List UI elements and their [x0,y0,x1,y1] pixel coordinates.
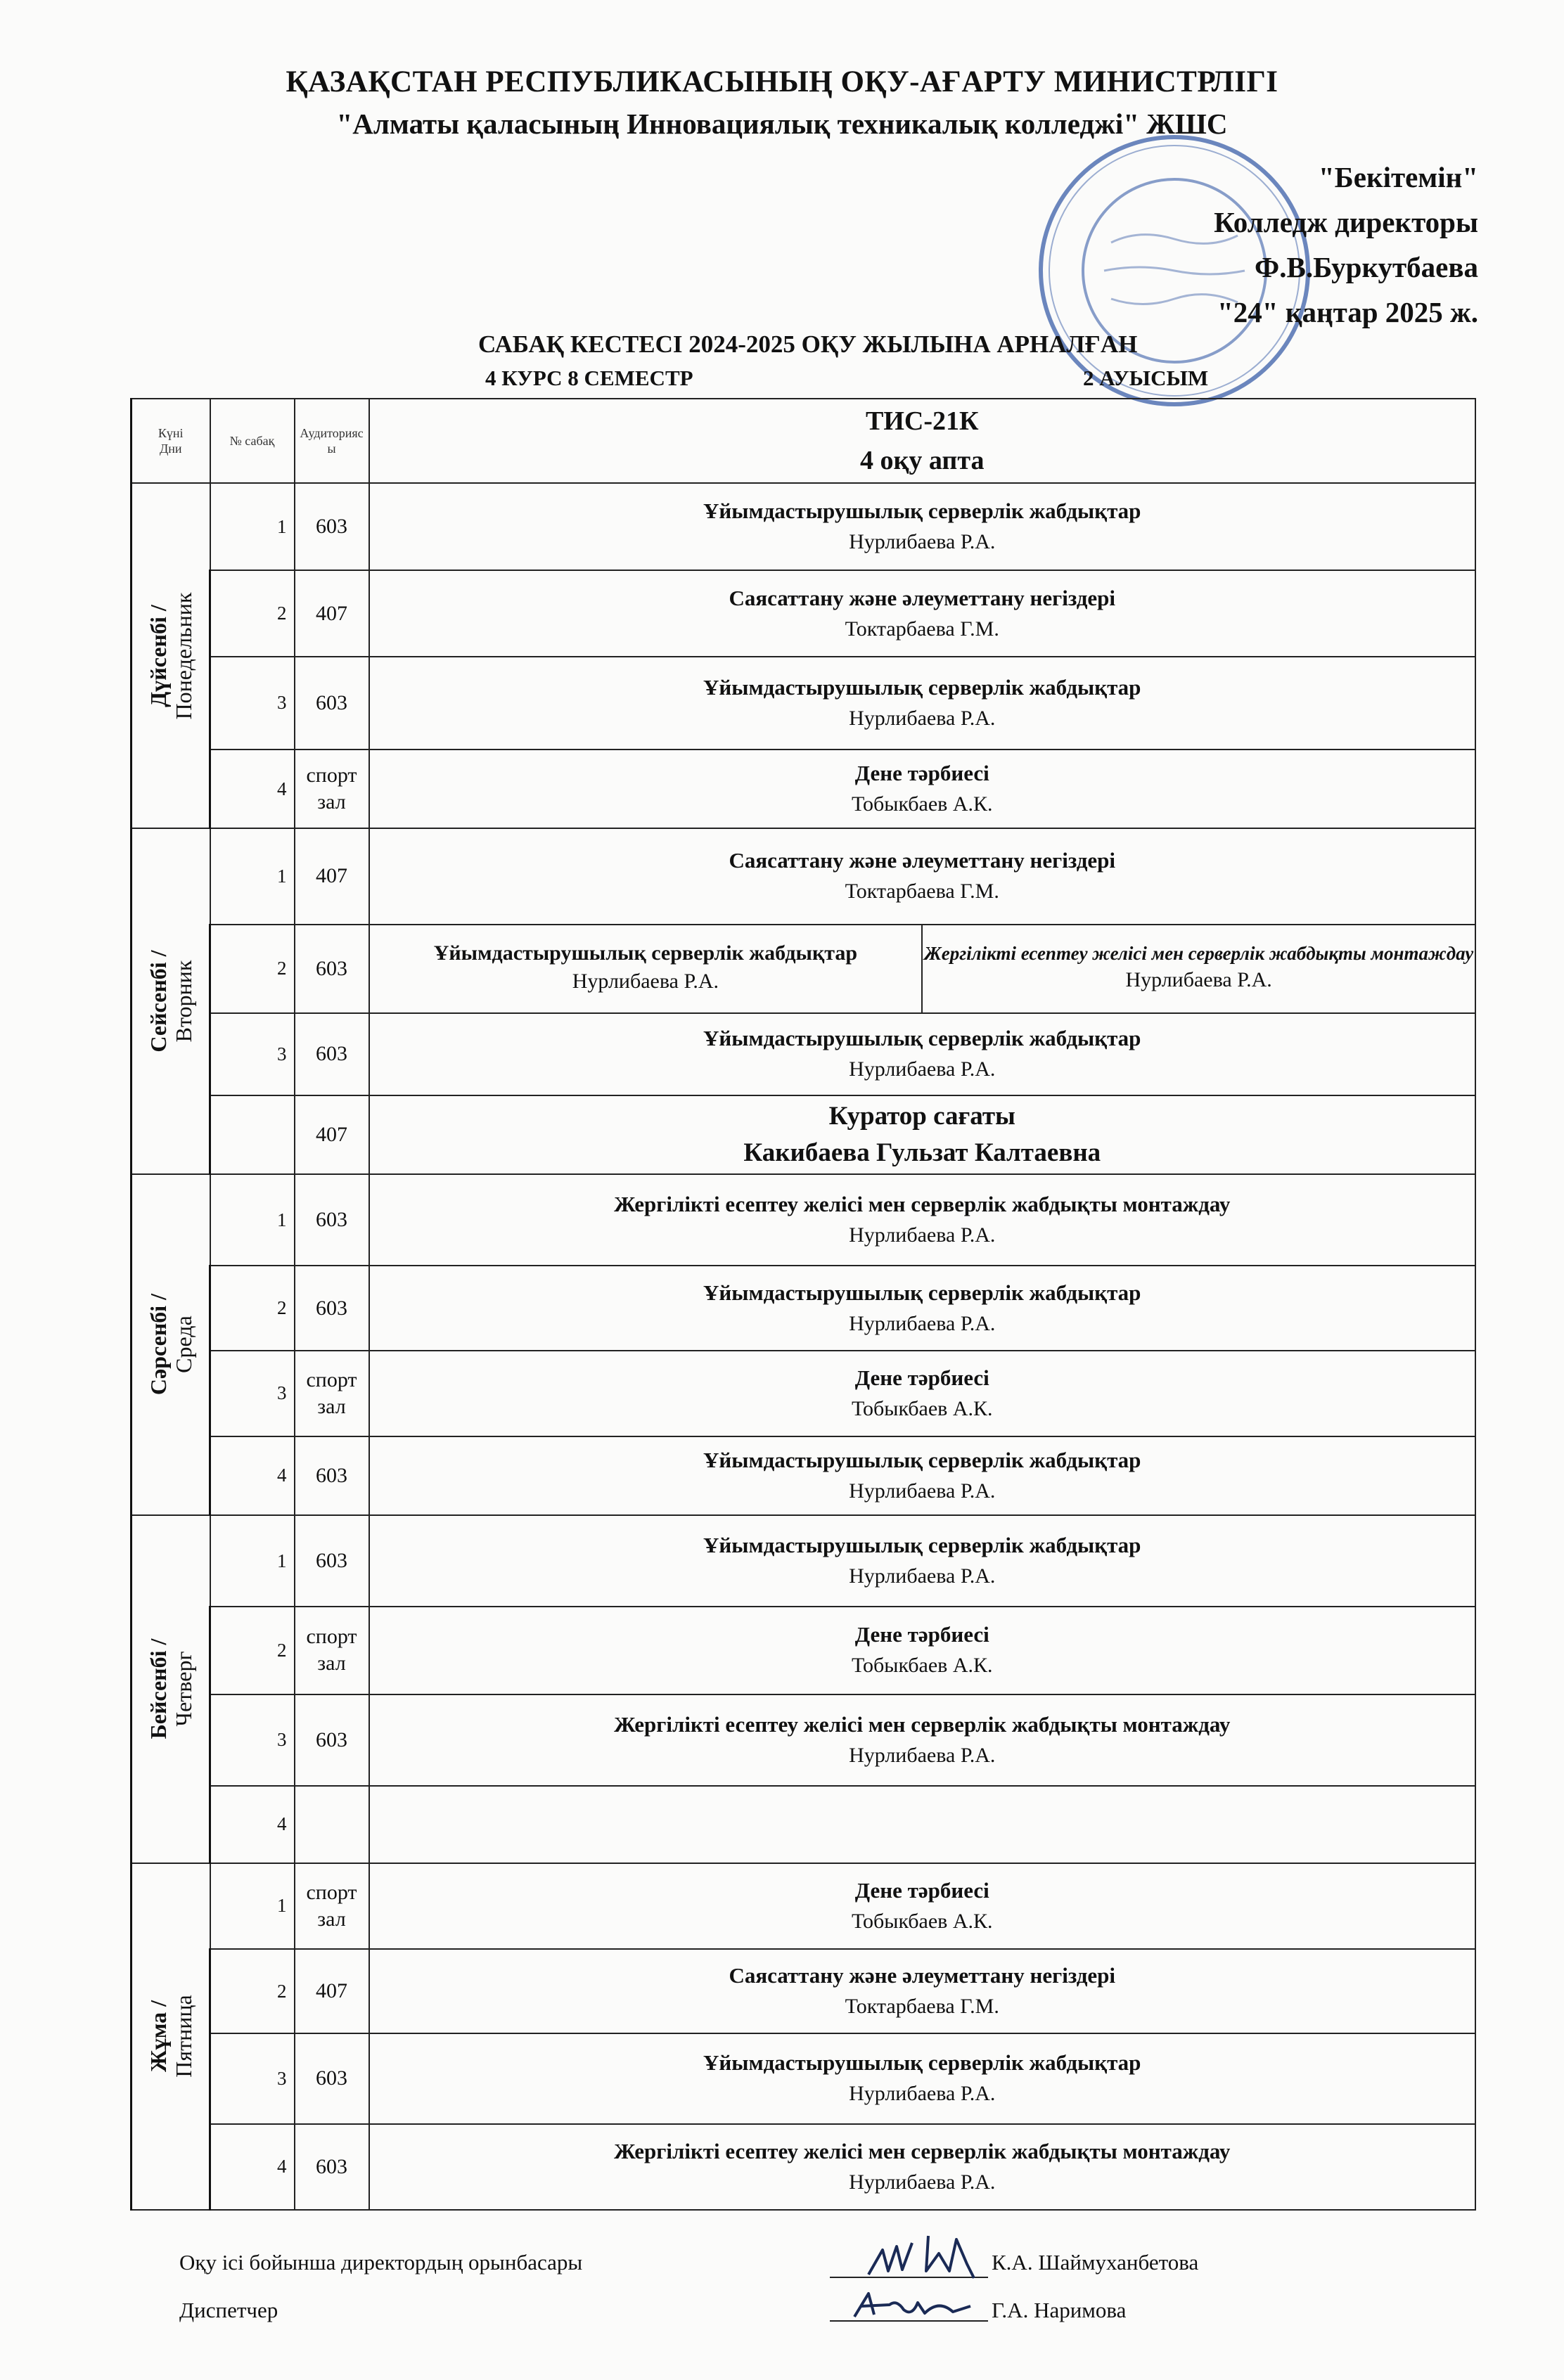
day-name-ru: Четверг [170,1651,196,1727]
lesson-cell [369,1949,1476,2033]
subject: Ұйымдастырушылық серверлік жабдықтар [703,498,1141,524]
lesson-number: 1 [210,483,295,570]
room: 603 [295,925,369,1013]
table-row [132,1174,1476,1266]
subject: Дене тәрбиесі [854,1365,989,1390]
table-row [132,925,1476,1013]
teacher: Тобыкбаев А.К. [851,792,993,816]
teacher: Нурлибаева Р.А. [849,1311,996,1335]
lesson-number: 1 [210,828,295,924]
col-header-day: Күні Дни [132,399,210,483]
day-name-ru: Среда [170,1316,196,1374]
day-name-kz: Жұма / [145,2000,171,2073]
day-name-ru: Понедельник [170,592,196,720]
week-label: 4 оқу апта [860,446,985,476]
subject: Ұйымдастырушылық серверлік жабдықтар [433,941,858,965]
subject: Ұйымдастырушылық серверлік жабдықтар [703,2050,1141,2076]
teacher: Нурлибаева Р.А. [849,2170,996,2194]
subject: Жергілікті есептеу желісі мен серверлік жабдықты монтаждау [924,942,1474,964]
lesson-number: 4 [210,2124,295,2210]
room: 603 [295,1694,369,1786]
teacher: Нурлибаева Р.А. [849,2082,996,2106]
room: 407 [295,1095,369,1174]
table-row [132,1607,1476,1694]
lesson-cell [369,1515,1476,1607]
lesson-split-cell [369,925,1476,1013]
room: 603 [295,483,369,570]
col-header-room: Аудиториясы [295,399,369,483]
lesson-number: 4 [210,750,295,828]
table-row [132,2124,1476,2210]
table-row [132,1436,1476,1515]
table-row [132,1266,1476,1350]
subgroup-a [370,925,923,1012]
table-row [132,570,1476,656]
day-cell [132,828,210,1174]
teacher: Тобыкбаев А.К. [851,1396,993,1420]
subject: Дене тәрбиесі [854,761,989,786]
lesson-cell [369,483,1476,570]
lesson-number: 4 [210,1786,295,1863]
table-row [132,828,1476,924]
teacher: Нурлибаева Р.А. [572,969,719,993]
col-header-lesson-number: № сабақ [210,399,295,483]
curator-name: Какибаева Гульзат Калтаевна [743,1138,1101,1168]
lesson-number: 2 [210,570,295,656]
lesson-number: 2 [210,1607,295,1694]
lesson-cell [369,750,1476,828]
lesson-number: 3 [210,1694,295,1786]
day-cell [132,1863,210,2210]
ministry-title: ҚАЗАҚСТАН РЕСПУБЛИКАСЫНЫҢ ОҚУ-АҒАРТУ МИНИСТРЛІГІ [286,65,1278,98]
lesson-number: 2 [210,1266,295,1350]
day-name-ru: Вторник [170,960,196,1043]
teacher: Нурлибаева Р.А. [849,1223,996,1247]
lesson-number: 1 [210,1863,295,1949]
group-name: ТИС-21К [865,406,979,437]
teacher: Нурлибаева Р.А. [849,1743,996,1767]
table-row [132,750,1476,828]
room: 603 [295,2124,369,2210]
lesson-cell [369,1174,1476,1266]
college-name: "Алматы қаласының Инновациялық техникалық колледжі" ЖШС [336,108,1228,140]
room: спорт зал [295,750,369,828]
lesson-cell [369,1786,1476,1863]
subject: Ұйымдастырушылық серверлік жабдықтар [703,1280,1141,1305]
subject: Дене тәрбиесі [854,1622,989,1647]
teacher: Нурлибаева Р.А. [849,1479,996,1503]
lesson-cell [369,1351,1476,1436]
lesson-number: 1 [210,1174,295,1266]
lesson-number: 2 [210,1949,295,2033]
lesson-number: 3 [210,2033,295,2123]
approval-position: Колледж директоры [1214,206,1478,238]
table-row [132,1949,1476,2033]
dispatcher-signature [847,2285,988,2327]
teacher: Токтарбаева Г.М. [845,617,999,641]
lesson-cell [369,1863,1476,1949]
schedule-subtitle [485,366,1209,391]
subject: Ұйымдастырушылық серверлік жабдықтар [703,1026,1141,1051]
room: 407 [295,1949,369,2033]
room: спорт зал [295,1351,369,1436]
subject: Саясаттану және әлеуметтану негіздері [729,848,1116,873]
lesson-number: 3 [210,657,295,750]
teacher: Нурлибаева Р.А. [849,530,996,554]
table-row [132,1863,1476,1949]
room: 603 [295,1013,369,1095]
room: 603 [295,1436,369,1515]
curator-hour-label: Куратор сағаты [828,1102,1015,1131]
approval-director-name: Ф.В.Буркутбаева [1255,251,1478,283]
lesson-cell [369,1013,1476,1095]
table-row [132,1013,1476,1095]
subgroup-b [923,925,1475,1012]
dispatcher-name: Г.А. Наримова [992,2298,1127,2322]
schedule-title: САБАҚ КЕСТЕСІ 2024-2025 ОҚУ ЖЫЛЫНА АРНАЛҒАН [478,330,1138,358]
deputy-role: Оқу ісі бойынша директордың орынбасары [179,2250,583,2275]
day-cell [132,1174,210,1515]
teacher: Нурлибаева Р.А. [1125,967,1272,991]
subject: Ұйымдастырушылық серверлік жабдықтар [703,1447,1141,1472]
teacher: Токтарбаева Г.М. [845,1995,999,2019]
subject: Ұйымдастырушылық серверлік жабдықтар [703,674,1141,700]
lesson-cell [369,1436,1476,1515]
shift-label: 2 АУЫСЫМ [1083,366,1209,390]
deputy-signature [861,2222,995,2292]
room: 603 [295,2033,369,2123]
room: 603 [295,1266,369,1350]
subject: Дене тәрбиесі [854,1877,989,1903]
table-row [132,1095,1476,1174]
room: 407 [295,828,369,924]
subject: Жергілікті есептеу желісі мен серверлік жабдықты монтаждау [614,2138,1231,2163]
approval-label: "Бекітемін" [1318,161,1478,193]
lesson-number [210,1095,295,1174]
lesson-cell [369,570,1476,656]
table-row [132,483,1476,570]
room: 603 [295,1515,369,1607]
day-name-kz: Сәрсенбі / [145,1294,171,1396]
day-name-ru: Пятница [170,1995,196,2078]
table-row [132,1351,1476,1436]
lesson-cell [369,2033,1476,2123]
room [295,1786,369,1863]
teacher: Нурлибаева Р.А. [849,1564,996,1588]
room: 603 [295,1174,369,1266]
subject: Саясаттану және әлеуметтану негіздері [729,585,1116,610]
lesson-cell [369,1607,1476,1694]
lesson-number: 3 [210,1013,295,1095]
room: спорт зал [295,1607,369,1694]
room: 407 [295,570,369,656]
curator-hour-cell [369,1095,1476,1174]
course-semester: 4 КУРС 8 СЕМЕСТР [485,366,693,390]
lesson-number: 1 [210,1515,295,1607]
lesson-number: 2 [210,925,295,1013]
lesson-number: 4 [210,1436,295,1515]
room: 603 [295,657,369,750]
lesson-cell [369,828,1476,924]
approval-date: "24" қаңтар 2025 ж. [1217,296,1478,328]
lesson-cell [369,1266,1476,1350]
lesson-cell [369,2124,1476,2210]
day-name-kz: Сейсенбі / [145,950,171,1053]
subject: Жергілікті есептеу желісі мен серверлік жабдықты монтаждау [614,1711,1231,1737]
teacher: Тобыкбаев А.К. [851,1654,993,1678]
day-cell [132,1515,210,1863]
subject: Жергілікті есептеу желісі мен серверлік жабдықты монтаждау [614,1192,1231,1217]
approval-block [1214,155,1478,335]
teacher: Нурлибаева Р.А. [849,1057,996,1081]
table-row [132,2033,1476,2123]
deputy-name: К.А. Шаймуханбетова [992,2250,1199,2275]
lesson-cell [369,657,1476,750]
day-cell [132,483,210,828]
day-name-kz: Бейсенбі / [145,1638,171,1739]
lesson-number: 3 [210,1351,295,1436]
lesson-cell [369,1694,1476,1786]
schedule-table [130,398,1476,2211]
table-row [132,657,1476,750]
day-name-kz: Дүйсенбі / [145,604,171,707]
subject: Саясаттану және әлеуметтану негіздері [729,1963,1116,1988]
teacher: Токтарбаева Г.М. [845,880,999,903]
subject: Ұйымдастырушылық серверлік жабдықтар [703,1533,1141,1558]
group-header [369,399,1476,483]
dispatcher-role: Диспетчер [179,2298,278,2322]
table-row [132,1515,1476,1607]
room: спорт зал [295,1863,369,1949]
teacher: Нурлибаева Р.А. [849,706,996,730]
table-row [132,1694,1476,1786]
teacher: Тобыкбаев А.К. [851,1909,993,1933]
table-row [132,1786,1476,1863]
